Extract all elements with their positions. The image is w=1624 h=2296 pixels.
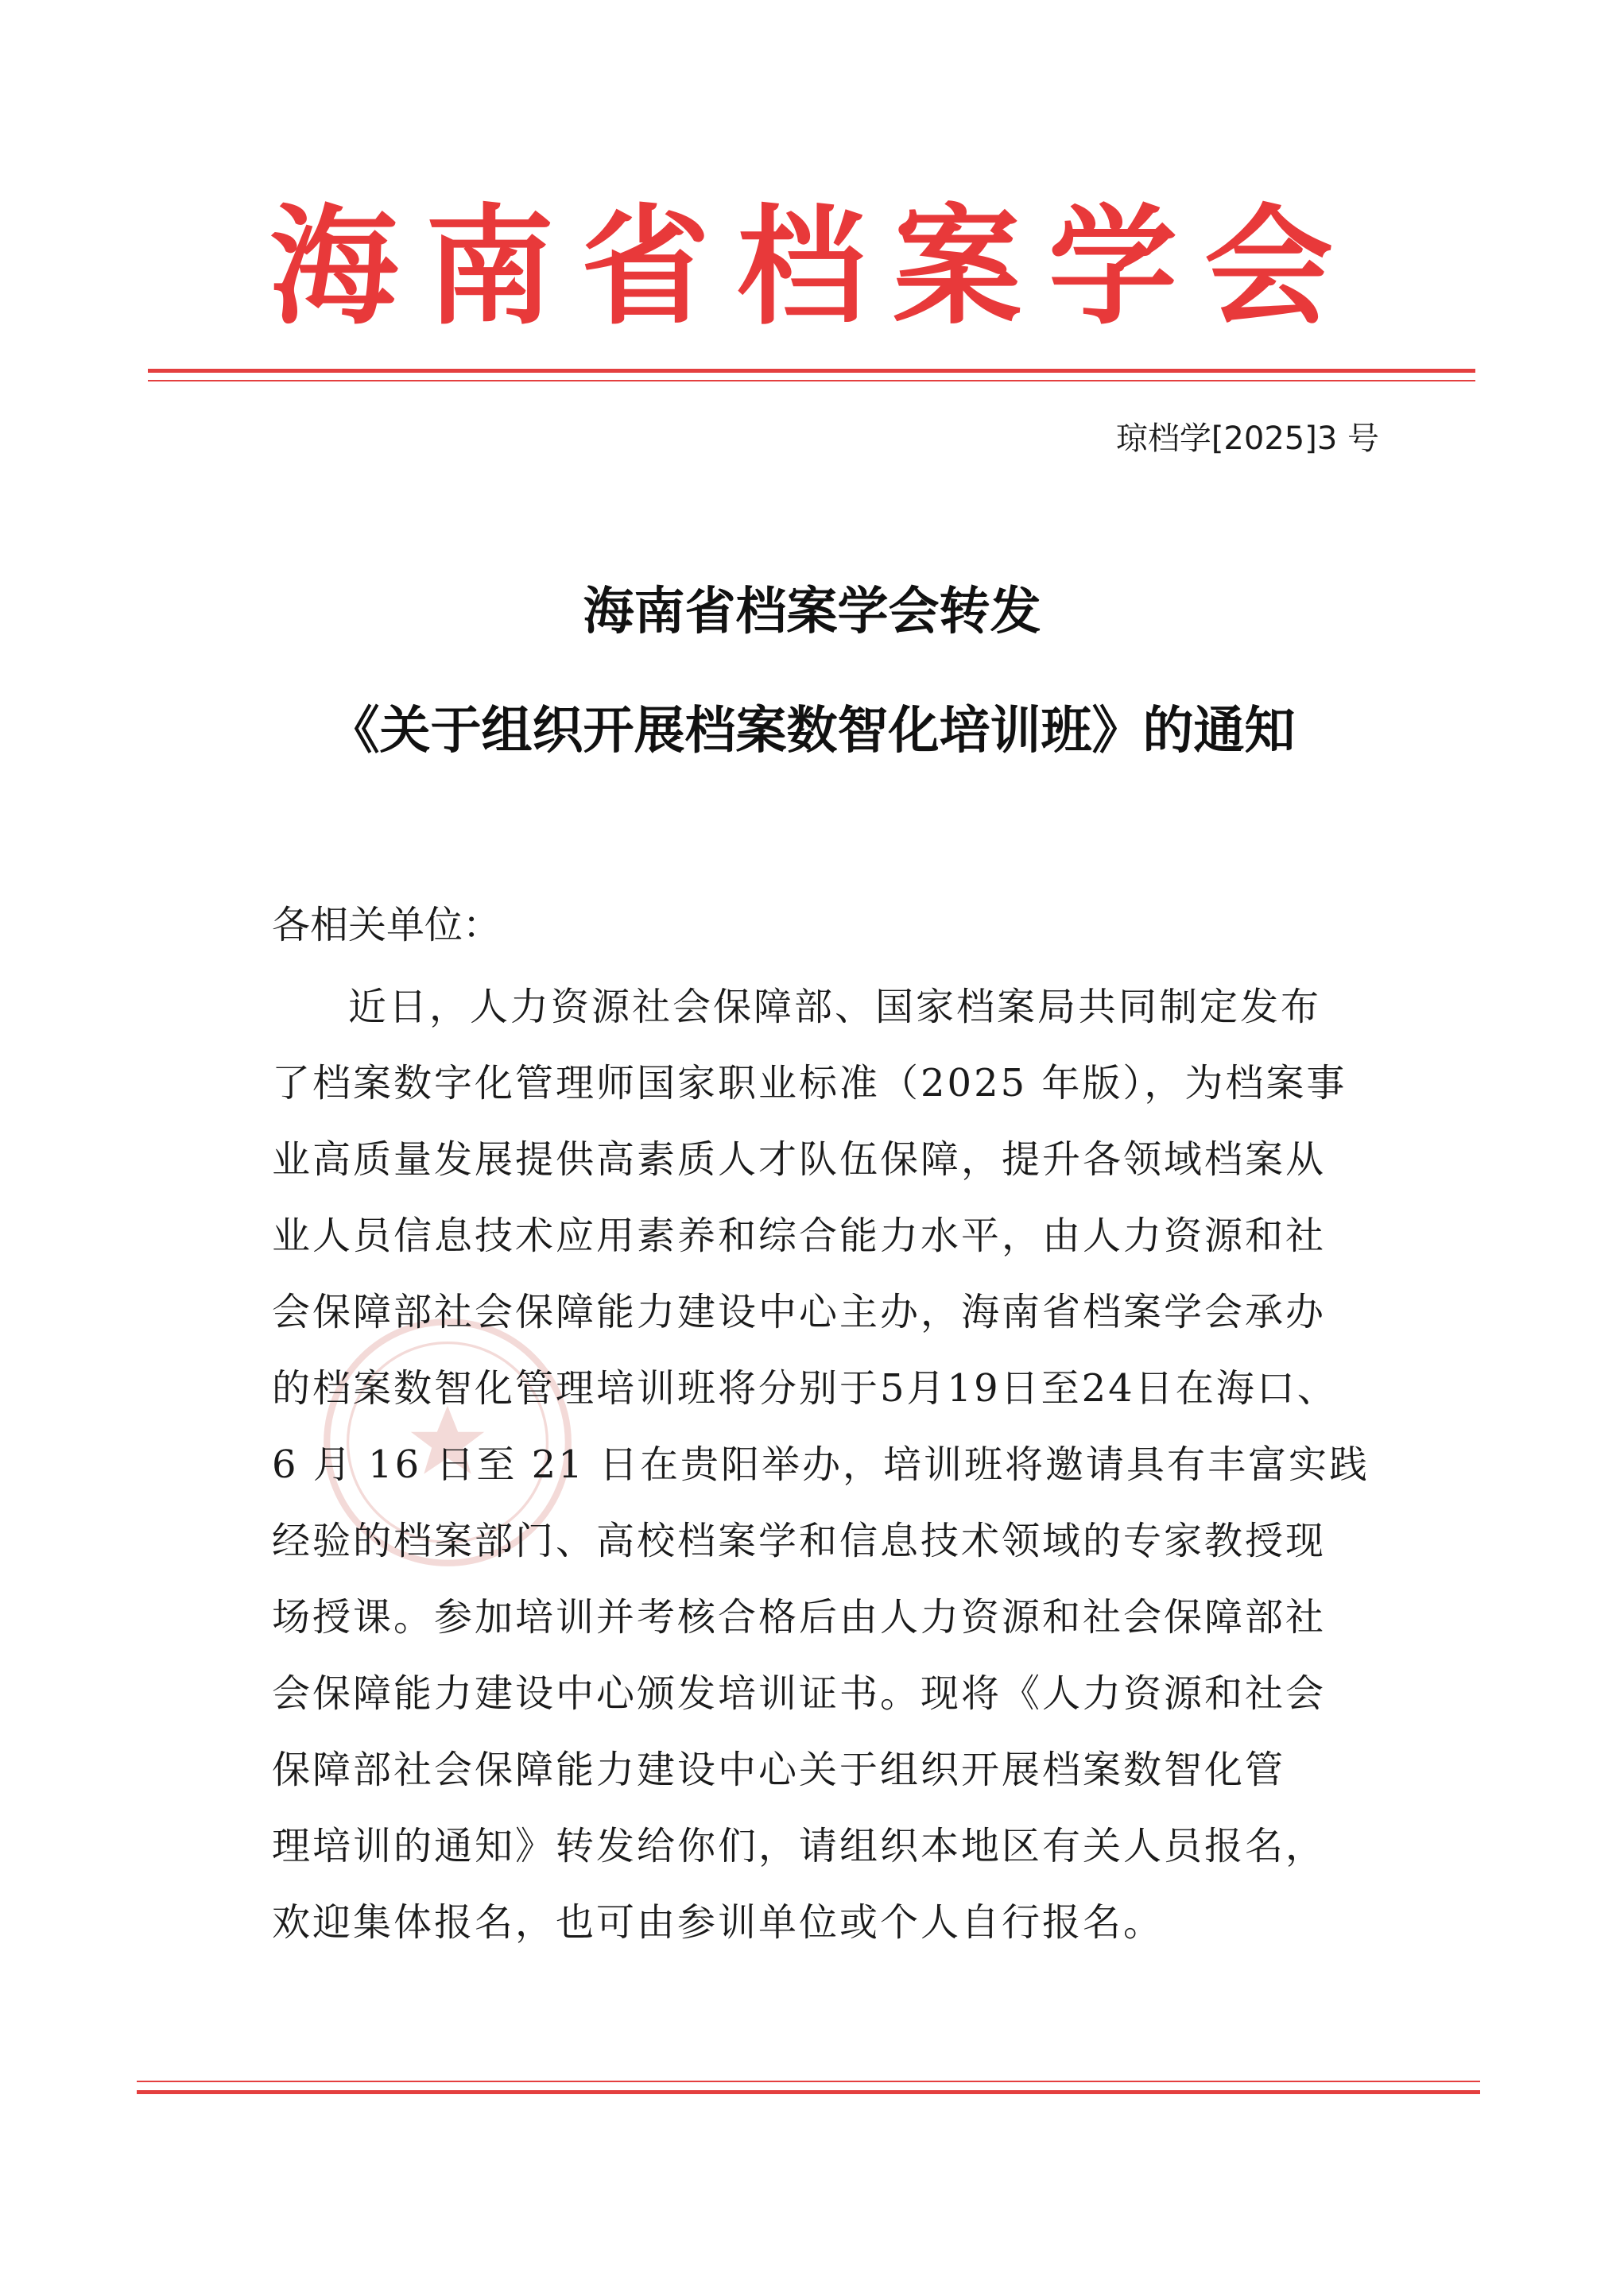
header-rule-thick (148, 369, 1475, 373)
document-number: 琼档学[2025]3 号 (1115, 420, 1379, 457)
salutation: 各相关单位： (272, 903, 502, 947)
body-paragraph-line: 了档案数字化管理师国家职业标准（2025 年版），为档案事 (272, 1061, 1347, 1105)
body-text (272, 983, 1377, 1975)
footer-rule-thin (137, 2081, 1480, 2082)
body-paragraph-line: 会保障能力建设中心颁发培训证书。现将《人力资源和社会 (272, 1671, 1327, 1716)
body-paragraph-line: 欢迎集体报名，也可由参训单位或个人自行报名。 (272, 1900, 1165, 1945)
body-paragraph-line: 保障部社会保障能力建设中心关于组织开展档案数智化管 (272, 1748, 1286, 1792)
org-masthead: 海南省档案学会 (269, 192, 1360, 343)
footer-rule-thick (137, 2090, 1480, 2094)
body-paragraph-line: 近日，人力资源社会保障部、国家档案局共同制定发布 (348, 985, 1322, 1029)
body-paragraph-line: 业人员信息技术应用素养和综合能力水平，由人力资源和社 (272, 1214, 1327, 1258)
body-paragraph-line: 会保障部社会保障能力建设中心主办，海南省档案学会承办 (272, 1290, 1327, 1334)
title-line-1: 海南省档案学会转发 (583, 583, 1041, 641)
body-paragraph-line: 场授课。参加培训并考核合格后由人力资源和社会保障部社 (272, 1595, 1327, 1640)
body-paragraph-line: 6 月 16 日至 21 日在贵阳举办，培训班将邀请具有丰富实践 (272, 1442, 1370, 1487)
body-paragraph-line: 的档案数智化管理培训班将分别于5月19日至24日在海口、 (272, 1366, 1338, 1411)
header-rule-thin (148, 380, 1475, 381)
title-line-2: 《关于组织开展档案数智化培训班》的通知 (328, 702, 1296, 761)
body-paragraph-line: 理培训的通知》转发给你们，请组织本地区有关人员报名， (272, 1824, 1327, 1868)
body-paragraph-line: 经验的档案部门、高校档案学和信息技术领域的专家教授现 (272, 1519, 1327, 1563)
body-paragraph-line: 业高质量发展提供高素质人才队伍保障，提升各领域档案从 (272, 1137, 1327, 1182)
